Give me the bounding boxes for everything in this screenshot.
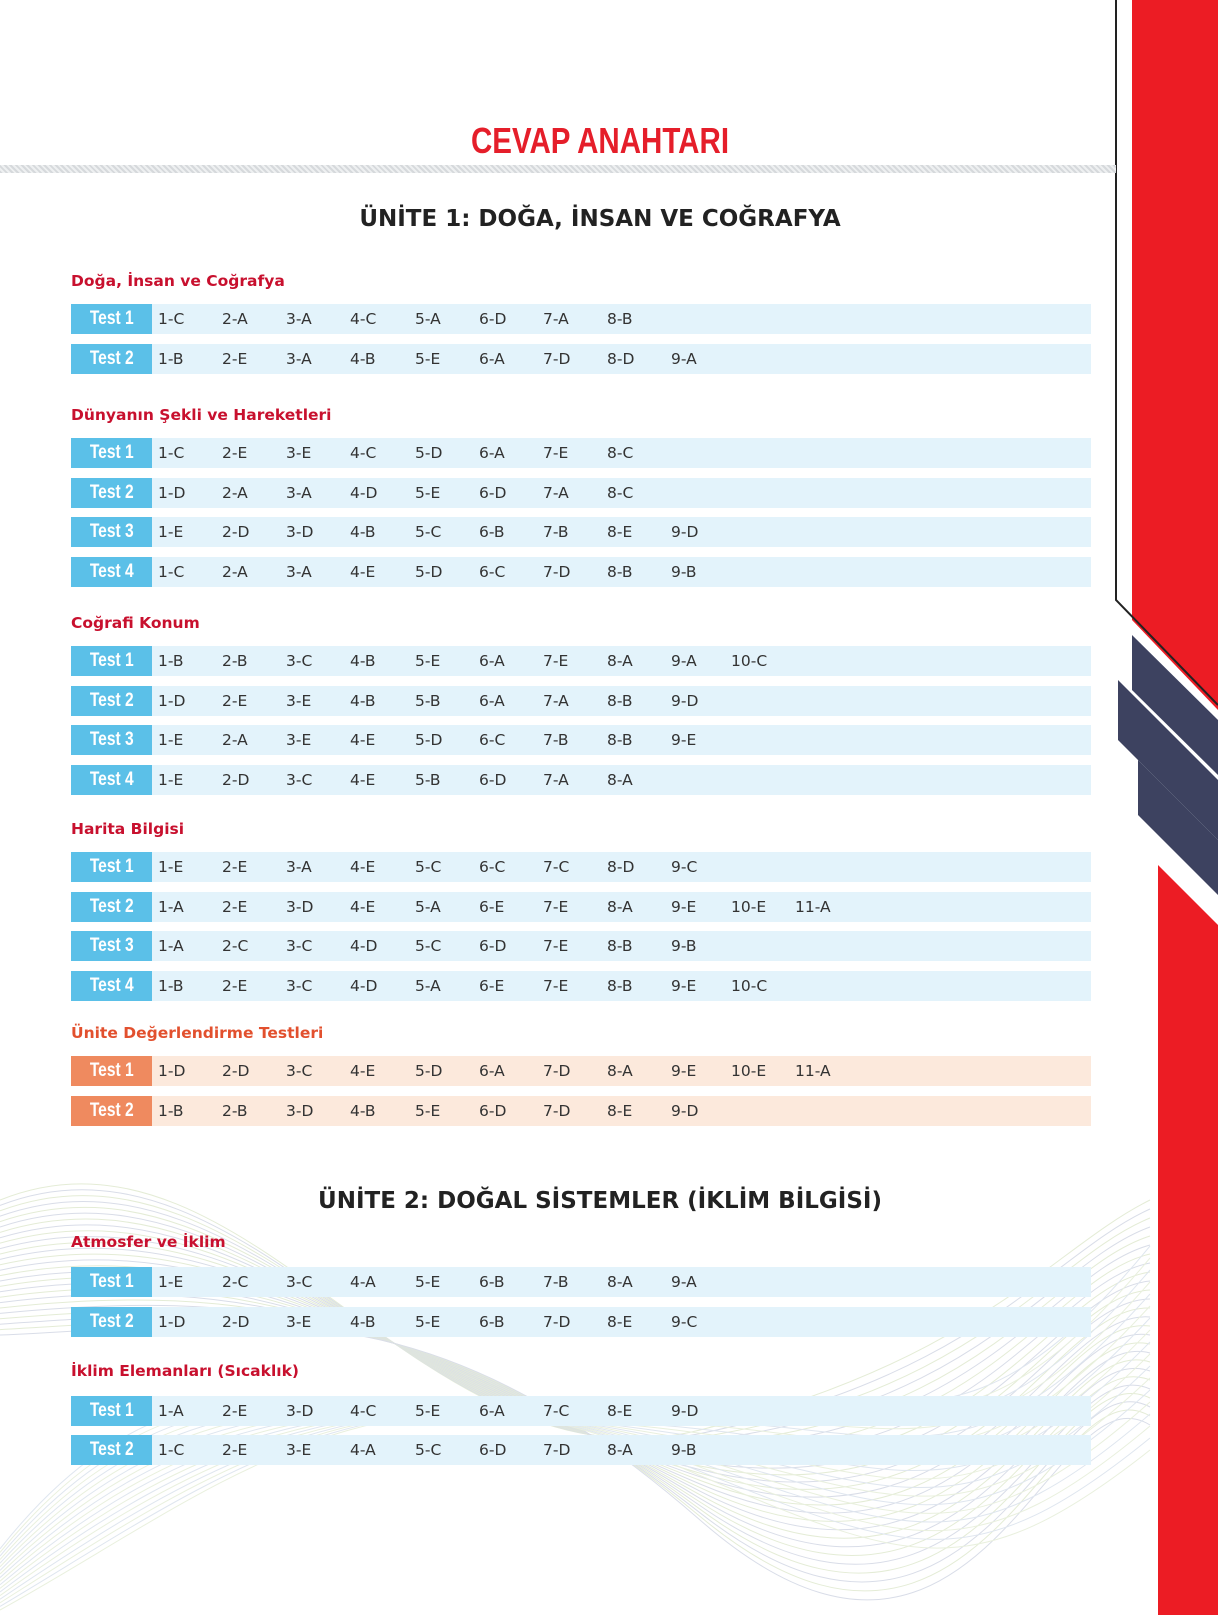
test-badge xyxy=(71,438,152,468)
answer-cell: 5-A xyxy=(415,310,441,328)
answer-cell: 2-E xyxy=(222,977,248,995)
test-badge xyxy=(71,971,152,1001)
answer-cell: 7-B xyxy=(543,1273,569,1291)
answer-cell: 1-D xyxy=(158,692,186,710)
test-badge xyxy=(71,1267,152,1297)
answer-cell: 1-B xyxy=(158,977,184,995)
answer-cell: 7-B xyxy=(543,731,569,749)
answer-cell: 9-E xyxy=(671,898,697,916)
test-badge xyxy=(71,517,152,547)
answer-cell: 1-A xyxy=(158,937,184,955)
answer-cell: 8-C xyxy=(607,484,634,502)
answer-cell: 3-C xyxy=(286,937,313,955)
answer-row xyxy=(71,1056,1091,1086)
answer-cell: 9-D xyxy=(671,692,699,710)
test-label: Test 2 xyxy=(89,690,134,711)
answer-cell: 3-D xyxy=(286,898,314,916)
answer-cell: 8-A xyxy=(607,1273,633,1291)
answer-cell: 2-E xyxy=(222,350,248,368)
answer-cell: 6-D xyxy=(479,484,507,502)
answer-cell: 6-D xyxy=(479,310,507,328)
answer-cell: 2-E xyxy=(222,1402,248,1420)
test-label: Test 1 xyxy=(89,856,134,877)
answer-cell: 3-E xyxy=(286,444,312,462)
answer-cell: 5-B xyxy=(415,692,441,710)
answer-cell: 8-B xyxy=(607,937,633,955)
answer-cell: 3-A xyxy=(286,858,312,876)
answer-cell: 2-A xyxy=(222,484,248,502)
answer-cell: 5-E xyxy=(415,484,441,502)
answer-cell: 1-E xyxy=(158,771,184,789)
answer-cell: 4-E xyxy=(350,771,376,789)
answer-cell: 7-A xyxy=(543,771,569,789)
answer-cell: 8-A xyxy=(607,1441,633,1459)
answer-cell: 7-E xyxy=(543,937,569,955)
answer-cell: 6-C xyxy=(479,858,506,876)
answer-cell: 10-E xyxy=(731,898,767,916)
answer-row xyxy=(71,557,1091,587)
answer-cell: 6-B xyxy=(479,1313,505,1331)
answer-cell: 9-B xyxy=(671,1441,697,1459)
test-label: Test 2 xyxy=(89,1439,134,1460)
answer-cell: 7-C xyxy=(543,858,570,876)
answer-cell: 3-E xyxy=(286,1441,312,1459)
answer-cell: 7-D xyxy=(543,1313,571,1331)
answer-cell: 5-D xyxy=(415,731,443,749)
answer-cell: 4-E xyxy=(350,731,376,749)
answer-row xyxy=(71,438,1091,468)
answer-cell: 4-B xyxy=(350,652,376,670)
answer-cell: 3-C xyxy=(286,652,313,670)
answer-cell: 5-B xyxy=(415,771,441,789)
answer-cell: 1-E xyxy=(158,523,184,541)
answer-cell: 1-D xyxy=(158,1062,186,1080)
answer-cell: 6-B xyxy=(479,1273,505,1291)
section-title: Harita Bilgisi xyxy=(71,820,185,838)
answer-cell: 8-A xyxy=(607,652,633,670)
answer-cell: 2-D xyxy=(222,1062,250,1080)
answer-row xyxy=(71,1396,1091,1426)
answer-cell: 1-C xyxy=(158,563,185,581)
answer-cell: 2-E xyxy=(222,444,248,462)
answer-cell: 2-D xyxy=(222,771,250,789)
answer-cell: 1-B xyxy=(158,652,184,670)
answer-row xyxy=(71,931,1091,961)
answer-row xyxy=(71,892,1091,922)
answer-cell: 5-C xyxy=(415,1441,442,1459)
answer-cell: 1-E xyxy=(158,1273,184,1291)
answer-cell: 6-D xyxy=(479,937,507,955)
answer-cell: 3-E xyxy=(286,731,312,749)
test-label: Test 1 xyxy=(89,442,134,463)
answer-cell: 3-E xyxy=(286,692,312,710)
answer-cell: 5-D xyxy=(415,444,443,462)
answer-cell: 6-E xyxy=(479,977,505,995)
test-label: Test 1 xyxy=(89,1400,134,1421)
answer-cell: 6-D xyxy=(479,1441,507,1459)
answer-cell: 3-D xyxy=(286,523,314,541)
answer-cell: 9-C xyxy=(671,858,698,876)
answer-cell: 7-A xyxy=(543,310,569,328)
answer-cell: 1-D xyxy=(158,484,186,502)
answer-row xyxy=(71,1096,1091,1126)
answer-cell: 8-E xyxy=(607,1402,633,1420)
test-label: Test 2 xyxy=(89,1311,134,1332)
answer-row xyxy=(71,478,1091,508)
test-badge xyxy=(71,557,152,587)
answer-cell: 1-B xyxy=(158,350,184,368)
answer-cell: 7-E xyxy=(543,898,569,916)
answer-cell: 3-E xyxy=(286,1313,312,1331)
answer-cell: 6-C xyxy=(479,731,506,749)
answer-cell: 4-C xyxy=(350,310,377,328)
answer-cell: 1-D xyxy=(158,1313,186,1331)
answer-cell: 8-A xyxy=(607,1062,633,1080)
answer-cell: 2-E xyxy=(222,898,248,916)
answer-cell: 8-A xyxy=(607,771,633,789)
answer-cell: 2-A xyxy=(222,310,248,328)
answer-cell: 6-E xyxy=(479,898,505,916)
unit-heading: ÜNİTE 1: DOĞA, İNSAN VE COĞRAFYA xyxy=(359,206,841,232)
answer-cell: 7-A xyxy=(543,484,569,502)
section-title: Dünyanın Şekli ve Hareketleri xyxy=(71,406,332,424)
test-label: Test 2 xyxy=(89,1100,134,1121)
answer-cell: 3-C xyxy=(286,1273,313,1291)
answer-cell: 7-D xyxy=(543,350,571,368)
answer-cell: 2-D xyxy=(222,523,250,541)
answer-cell: 2-E xyxy=(222,858,248,876)
section-title: Atmosfer ve İklim xyxy=(71,1233,226,1251)
answer-cell: 4-D xyxy=(350,484,378,502)
answer-cell: 1-A xyxy=(158,898,184,916)
test-label: Test 1 xyxy=(89,1271,134,1292)
answer-cell: 1-C xyxy=(158,310,185,328)
test-badge xyxy=(71,852,152,882)
test-badge xyxy=(71,1096,152,1126)
answer-cell: 7-C xyxy=(543,1402,570,1420)
test-badge xyxy=(71,344,152,374)
test-badge xyxy=(71,478,152,508)
answer-row xyxy=(71,304,1091,334)
test-badge xyxy=(71,1307,152,1337)
section-title: İklim Elemanları (Sıcaklık) xyxy=(71,1362,299,1380)
answer-cell: 6-A xyxy=(479,444,505,462)
answer-cell: 3-D xyxy=(286,1102,314,1120)
answer-cell: 8-D xyxy=(607,350,635,368)
answer-cell: 3-A xyxy=(286,484,312,502)
test-label: Test 1 xyxy=(89,308,134,329)
test-label: Test 2 xyxy=(89,348,134,369)
answer-row xyxy=(71,344,1091,374)
answer-row xyxy=(71,725,1091,755)
answer-cell: 2-B xyxy=(222,1102,248,1120)
answer-cell: 7-B xyxy=(543,523,569,541)
answer-cell: 7-E xyxy=(543,652,569,670)
test-badge xyxy=(71,1396,152,1426)
answer-cell: 6-B xyxy=(479,523,505,541)
answer-cell: 3-A xyxy=(286,350,312,368)
test-badge xyxy=(71,931,152,961)
answer-cell: 5-C xyxy=(415,937,442,955)
answer-cell: 8-E xyxy=(607,1102,633,1120)
answer-cell: 7-D xyxy=(543,1102,571,1120)
answer-cell: 5-E xyxy=(415,652,441,670)
answer-cell: 9-D xyxy=(671,523,699,541)
answer-cell: 8-E xyxy=(607,523,633,541)
answer-cell: 7-D xyxy=(543,1441,571,1459)
answer-cell: 4-B xyxy=(350,1313,376,1331)
test-badge xyxy=(71,686,152,716)
page-title: CEVAP ANAHTARI xyxy=(470,120,730,161)
answer-cell: 10-E xyxy=(731,1062,767,1080)
answer-cell: 3-C xyxy=(286,977,313,995)
answer-cell: 6-A xyxy=(479,350,505,368)
answer-cell: 9-E xyxy=(671,731,697,749)
answer-cell: 6-A xyxy=(479,1402,505,1420)
answer-row xyxy=(71,1435,1091,1465)
answer-cell: 7-D xyxy=(543,563,571,581)
answer-cell: 9-C xyxy=(671,1313,698,1331)
answer-cell: 2-C xyxy=(222,937,249,955)
answer-cell: 6-A xyxy=(479,652,505,670)
answer-cell: 4-E xyxy=(350,563,376,581)
test-badge xyxy=(71,725,152,755)
answer-cell: 3-D xyxy=(286,1402,314,1420)
answer-cell: 2-E xyxy=(222,692,248,710)
answer-row xyxy=(71,1307,1091,1337)
answer-cell: 8-B xyxy=(607,563,633,581)
test-badge xyxy=(71,304,152,334)
answer-cell: 4-D xyxy=(350,937,378,955)
answer-cell: 5-C xyxy=(415,858,442,876)
answer-cell: 4-A xyxy=(350,1441,376,1459)
answer-cell: 2-D xyxy=(222,1313,250,1331)
test-badge xyxy=(71,1056,152,1086)
answer-cell: 5-D xyxy=(415,1062,443,1080)
answer-cell: 5-E xyxy=(415,1402,441,1420)
answer-cell: 10-C xyxy=(731,977,768,995)
test-badge xyxy=(71,765,152,795)
answer-row xyxy=(71,686,1091,716)
answer-cell: 5-D xyxy=(415,563,443,581)
answer-cell: 4-B xyxy=(350,1102,376,1120)
answer-cell: 6-A xyxy=(479,1062,505,1080)
test-label: Test 4 xyxy=(89,975,134,996)
test-label: Test 1 xyxy=(89,650,134,671)
answer-cell: 6-C xyxy=(479,563,506,581)
section-title: Doğa, İnsan ve Coğrafya xyxy=(71,272,285,290)
answer-cell: 4-C xyxy=(350,444,377,462)
answer-cell: 3-C xyxy=(286,1062,313,1080)
answer-row xyxy=(71,971,1091,1001)
answer-cell: 7-A xyxy=(543,692,569,710)
answer-cell: 5-C xyxy=(415,523,442,541)
answer-row xyxy=(71,646,1091,676)
answer-cell: 4-E xyxy=(350,1062,376,1080)
answer-cell: 2-E xyxy=(222,1441,248,1459)
test-label: Test 2 xyxy=(89,896,134,917)
red-band-bottom xyxy=(1158,865,1218,1615)
answer-cell: 4-E xyxy=(350,858,376,876)
answer-cell: 4-B xyxy=(350,350,376,368)
answer-cell: 9-E xyxy=(671,977,697,995)
answer-row xyxy=(71,852,1091,882)
answer-cell: 2-A xyxy=(222,563,248,581)
answer-cell: 3-C xyxy=(286,771,313,789)
answer-cell: 8-B xyxy=(607,310,633,328)
answer-cell: 9-A xyxy=(671,350,697,368)
test-badge xyxy=(71,1435,152,1465)
answer-cell: 5-A xyxy=(415,898,441,916)
answer-cell: 1-E xyxy=(158,858,184,876)
answer-cell: 1-A xyxy=(158,1402,184,1420)
answer-cell: 1-C xyxy=(158,1441,185,1459)
answer-cell: 7-D xyxy=(543,1062,571,1080)
answer-cell: 8-C xyxy=(607,444,634,462)
answer-cell: 9-D xyxy=(671,1402,699,1420)
answer-cell: 9-A xyxy=(671,652,697,670)
answer-cell: 1-B xyxy=(158,1102,184,1120)
answer-cell: 8-A xyxy=(607,898,633,916)
answer-cell: 11-A xyxy=(795,1062,831,1080)
answer-cell: 8-B xyxy=(607,731,633,749)
answer-cell: 1-E xyxy=(158,731,184,749)
answer-cell: 5-A xyxy=(415,977,441,995)
answer-cell: 8-B xyxy=(607,977,633,995)
section-title: Coğrafi Konum xyxy=(71,614,200,632)
section-title: Ünite Değerlendirme Testleri xyxy=(71,1024,324,1042)
answer-cell: 4-E xyxy=(350,898,376,916)
answer-cell: 7-E xyxy=(543,444,569,462)
answer-cell: 9-E xyxy=(671,1062,697,1080)
test-label: Test 3 xyxy=(89,729,134,750)
answer-row xyxy=(71,765,1091,795)
answer-cell: 8-D xyxy=(607,858,635,876)
test-label: Test 4 xyxy=(89,561,134,582)
answer-cell: 4-D xyxy=(350,977,378,995)
answer-cell: 5-E xyxy=(415,1313,441,1331)
answer-cell: 2-C xyxy=(222,1273,249,1291)
answer-cell: 2-B xyxy=(222,652,248,670)
answer-cell: 5-E xyxy=(415,350,441,368)
answer-cell: 10-C xyxy=(731,652,768,670)
answer-cell: 4-B xyxy=(350,692,376,710)
answer-cell: 7-E xyxy=(543,977,569,995)
answer-cell: 6-D xyxy=(479,771,507,789)
answer-cell: 3-A xyxy=(286,310,312,328)
answer-cell: 4-B xyxy=(350,523,376,541)
test-label: Test 3 xyxy=(89,935,134,956)
test-label: Test 3 xyxy=(89,521,134,542)
answer-cell: 5-E xyxy=(415,1102,441,1120)
answer-cell: 9-B xyxy=(671,563,697,581)
answer-cell: 3-A xyxy=(286,563,312,581)
answer-row xyxy=(71,1267,1091,1297)
answer-cell: 9-A xyxy=(671,1273,697,1291)
unit-heading: ÜNİTE 2: DOĞAL SİSTEMLER (İKLİM BİLGİSİ) xyxy=(318,1188,882,1214)
answer-cell: 8-E xyxy=(607,1313,633,1331)
answer-cell: 6-A xyxy=(479,692,505,710)
answer-cell: 1-C xyxy=(158,444,185,462)
test-label: Test 1 xyxy=(89,1060,134,1081)
test-badge xyxy=(71,892,152,922)
answer-row xyxy=(71,517,1091,547)
red-band-top xyxy=(1132,0,1218,710)
answer-cell: 11-A xyxy=(795,898,831,916)
test-badge xyxy=(71,646,152,676)
answer-cell: 9-D xyxy=(671,1102,699,1120)
answer-cell: 8-B xyxy=(607,692,633,710)
answer-cell: 9-B xyxy=(671,937,697,955)
answer-cell: 6-D xyxy=(479,1102,507,1120)
answer-cell: 4-A xyxy=(350,1273,376,1291)
title-divider xyxy=(0,165,1116,173)
answer-cell: 4-C xyxy=(350,1402,377,1420)
test-label: Test 2 xyxy=(89,482,134,503)
test-label: Test 4 xyxy=(89,769,134,790)
answer-cell: 5-E xyxy=(415,1273,441,1291)
answer-cell: 2-A xyxy=(222,731,248,749)
